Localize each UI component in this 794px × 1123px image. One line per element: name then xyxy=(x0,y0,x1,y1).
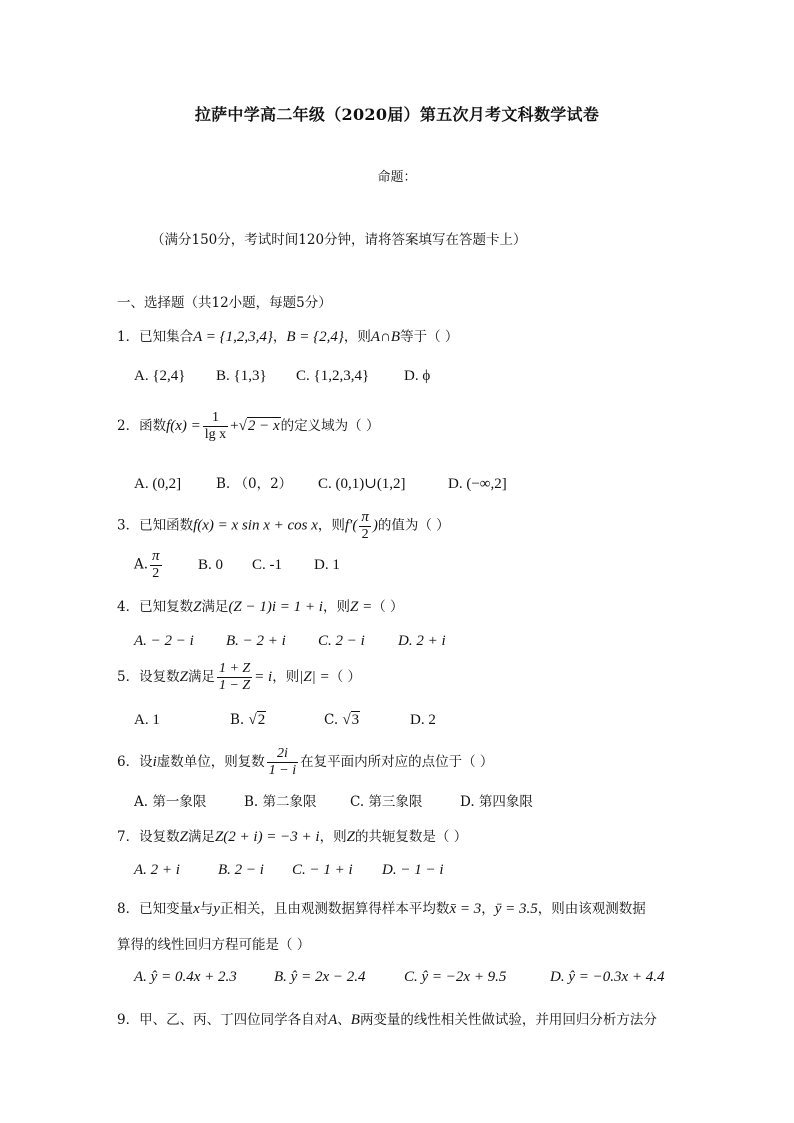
option-d[interactable]: D. 2 xyxy=(410,712,436,728)
option-c[interactable]: C. − 1 + i xyxy=(292,862,353,878)
question-3-options xyxy=(134,548,340,582)
option-c[interactable]: C. {1,2,3,4} xyxy=(296,368,370,384)
option-c[interactable]: C. √3 xyxy=(324,712,360,728)
option-c[interactable]: C. -1 xyxy=(252,556,282,573)
fraction: $\frac{\pi}{2}$ xyxy=(361,509,369,543)
option-c[interactable]: C. ŷ = −2x + 9.5 xyxy=(404,969,507,985)
question-7: 7．设复数Z满足Z(2 + i) = −3 + i，则Z的共轭复数是（ ） xyxy=(117,829,468,845)
question-8: 8．已知变量x与y正相关，且由观测数据算得样本平均数x̄ = 3，ȳ = 3.5，则由该观测数据 xyxy=(117,901,646,917)
question-1: 1．已知集合A = {1,2,3,4}，B = {2,4}，则A∩B等于（ ） xyxy=(117,329,459,345)
option-b[interactable]: B. √2 xyxy=(230,712,266,728)
fraction: $\frac{1 + Z}{1 - Z}$ xyxy=(218,661,251,694)
option-a[interactable]: A. $\frac{\pi}{2}$ xyxy=(134,548,160,582)
option-b[interactable]: B. − 2 + i xyxy=(226,633,286,649)
option-d[interactable]: D. − 1 − i xyxy=(382,862,444,878)
question-2: 2．函数f(x) = $\frac{1}{\text{lg x}}$ +√2 − x的定义域为（ ） xyxy=(117,410,380,443)
fraction: $\frac{1}{\text{lg x}}$ xyxy=(204,410,227,443)
option-a[interactable]: A. 2 + i xyxy=(134,862,180,878)
option-a[interactable]: A. 1 xyxy=(134,712,160,728)
option-d[interactable]: D. 1 xyxy=(314,556,340,573)
option-d[interactable]: D. ϕ xyxy=(404,368,431,384)
option-d[interactable]: D. ŷ = −0.3x + 4.4 xyxy=(550,969,665,985)
option-d[interactable]: D. 第四象限 xyxy=(460,794,533,810)
option-b[interactable]: B. 2 − i xyxy=(218,862,264,878)
option-c[interactable]: C. (0,1)∪(1,2] xyxy=(318,476,406,492)
option-d[interactable]: D. 2 + i xyxy=(398,633,446,649)
option-b[interactable]: B. 第二象限 xyxy=(244,794,317,810)
fraction: $\frac{2i}{1 - i}$ xyxy=(268,746,297,779)
option-b[interactable]: B. 0 xyxy=(198,556,224,573)
author-label: 命题： xyxy=(377,170,417,185)
option-a[interactable]: A. 第一象限 xyxy=(134,794,207,810)
question-5: 5．设复数Z满足 $\frac{1 + Z}{1 - Z}$ = i，则|Z| =（ ） xyxy=(117,661,361,694)
question-9: 9．甲、乙、丙、丁四位同学各自对A、B两变量的线性相关性做试验，并用回归分析方法分 xyxy=(117,1012,657,1028)
option-b[interactable]: B. {1,3} xyxy=(216,368,267,384)
exam-title: 拉萨中学高二年级（2020届）第五次月考文科数学试卷 xyxy=(194,105,600,124)
option-a[interactable]: A. {2,4} xyxy=(134,368,186,384)
option-c[interactable]: C. 第三象限 xyxy=(350,794,423,810)
question-3: 3．已知函数f(x) = x sin x + cos x，则f′( $\frac{\pi}{2}$ )的值为（ ） xyxy=(117,509,450,543)
question-6-options xyxy=(134,790,533,810)
option-b[interactable]: B. ŷ = 2x − 2.4 xyxy=(274,969,366,985)
question-7-options xyxy=(134,862,444,879)
section-heading: 一、选择题（共12小题，每题5分） xyxy=(117,295,332,311)
set-b-expr: B = {2,4} xyxy=(286,329,344,345)
question-4-options xyxy=(134,633,446,650)
question-8-line-2: 算得的线性回归方程可能是（ ） xyxy=(117,937,311,953)
question-4: 4．已知复数Z满足(Z − 1)i = 1 + i，则Z =（ ） xyxy=(117,599,404,615)
question-6: 6．设i虚数单位，则复数 $\frac{2i}{1 - i}$ 在复平面内所对应的点位于（ ） xyxy=(117,746,494,779)
option-b[interactable]: B. （0，2） xyxy=(216,476,293,492)
sqrt-expr: √2 − x xyxy=(238,418,280,435)
set-a-expr: A = {1,2,3,4} xyxy=(193,329,273,345)
option-d[interactable]: D. (−∞,2] xyxy=(448,476,507,492)
question-5-options xyxy=(134,712,436,729)
option-a[interactable]: A. (0,2] xyxy=(134,476,182,492)
question-2-options xyxy=(134,472,507,493)
option-c[interactable]: C. 2 − i xyxy=(318,633,365,649)
question-8-options xyxy=(134,969,665,986)
option-a[interactable]: A. ŷ = 0.4x + 2.3 xyxy=(134,969,237,985)
question-1-options xyxy=(134,368,430,385)
intersection-expr: A∩B xyxy=(370,329,401,345)
exam-note: （满分150分，考试时间120分钟，请将答案填写在答题卡上） xyxy=(151,232,527,248)
option-a[interactable]: A. − 2 − i xyxy=(134,633,194,649)
